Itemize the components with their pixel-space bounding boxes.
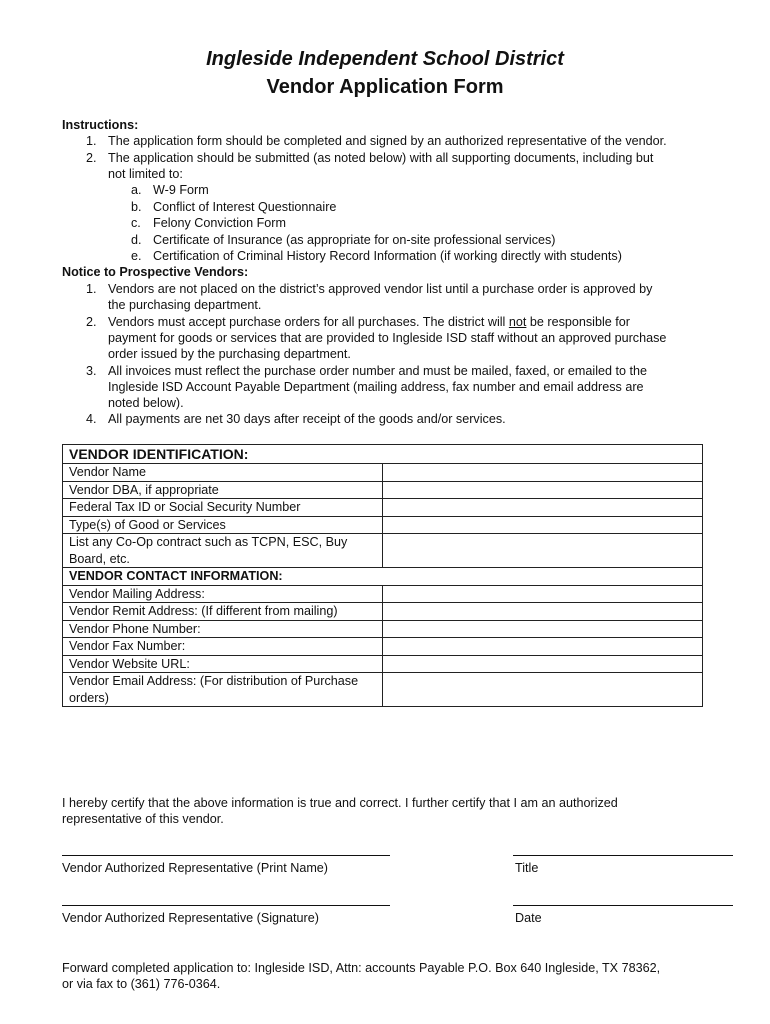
notice-text: the purchasing department. <box>108 298 262 312</box>
notice-text: payment for goods or services that are provided to Ingleside ISD staff without an approved purchase <box>108 331 667 345</box>
notice-num: 1. <box>86 282 97 296</box>
tax-id-field[interactable] <box>383 499 703 517</box>
district-title: Ingleside Independent School District <box>206 48 564 70</box>
notice-num: 3. <box>86 364 97 378</box>
instruction-num: 2. <box>86 151 97 165</box>
notice-text: Vendors are not placed on the district’s approved vendor list until a purchase order is approved by <box>108 282 653 296</box>
field-label: Vendor Name <box>63 464 383 482</box>
table-row <box>63 655 703 673</box>
footer-text: or via fax to (361) 776-0364. <box>62 977 221 991</box>
field-label: Vendor DBA, if appropriate <box>63 481 383 499</box>
remit-address-field[interactable] <box>383 603 703 621</box>
notice-num: 4. <box>86 412 97 426</box>
vendor-contact-heading: VENDOR CONTACT INFORMATION: <box>63 568 703 586</box>
table-section-header <box>63 568 703 586</box>
vendor-identification-heading: VENDOR IDENTIFICATION: <box>63 445 703 464</box>
title-label: Title <box>515 861 539 875</box>
subitem-text: Certification of Criminal History Record Information (if working directly with students) <box>153 249 622 263</box>
table-section-header <box>63 445 703 464</box>
subitem-letter: c. <box>131 216 141 230</box>
vendor-dba-field[interactable] <box>383 481 703 499</box>
certification-text: representative of this vendor. <box>62 812 224 826</box>
notice-num: 2. <box>86 315 97 329</box>
instruction-num: 1. <box>86 134 97 148</box>
signature-label: Vendor Authorized Representative (Signature) <box>62 911 319 925</box>
subitem-letter: a. <box>131 183 142 197</box>
certification-text: I hereby certify that the above information is true and correct. I further certify that I am an authorized <box>62 796 618 810</box>
form-title: Vendor Application Form <box>266 76 504 98</box>
mailing-address-field[interactable] <box>383 585 703 603</box>
subitem-letter: b. <box>131 200 142 214</box>
table-row <box>63 603 703 621</box>
instruction-text: The application should be submitted (as noted below) with all supporting documents, including but <box>108 151 654 165</box>
subitem-letter: d. <box>131 233 142 247</box>
website-field[interactable] <box>383 655 703 673</box>
field-label: Vendor Email Address: (For distribution of Purchase orders) <box>63 673 383 707</box>
vendor-info-table <box>62 444 703 707</box>
notice-text-part: Vendors must accept purchase orders for all purchases. The district will <box>108 315 509 329</box>
notice-text: order issued by the purchasing department. <box>108 347 351 361</box>
subitem-text: Felony Conviction Form <box>153 216 286 230</box>
goods-services-field[interactable] <box>383 516 703 534</box>
vendor-name-field[interactable] <box>383 464 703 482</box>
notice-heading: Notice to Prospective Vendors: <box>62 265 249 279</box>
instruction-text: The application form should be completed and signed by an authorized representative of the vendor. <box>108 134 667 148</box>
field-label: List any Co-Op contract such as TCPN, ESC, Buy Board, etc. <box>63 534 383 568</box>
table-row <box>63 516 703 534</box>
fax-field[interactable] <box>383 638 703 656</box>
coop-contract-field[interactable] <box>383 534 703 568</box>
field-label: Federal Tax ID or Social Security Number <box>63 499 383 517</box>
date-label: Date <box>515 911 542 925</box>
subitem-letter: e. <box>131 249 142 263</box>
notice-text: All payments are net 30 days after receipt of the goods and/or services. <box>108 412 506 426</box>
notice-text <box>108 314 630 330</box>
field-label: Vendor Fax Number: <box>63 638 383 656</box>
subitem-text: Certificate of Insurance (as appropriate for on-site professional services) <box>153 233 556 247</box>
table-row <box>63 464 703 482</box>
notice-text: All invoices must reflect the purchase order number and must be mailed, faxed, or emailed to the <box>108 364 648 378</box>
signature-line[interactable] <box>62 905 390 906</box>
notice-text: noted below). <box>108 396 184 410</box>
field-label: Vendor Phone Number: <box>63 620 383 638</box>
print-name-label: Vendor Authorized Representative (Print Name) <box>62 861 329 875</box>
notice-text-part: be responsible for <box>526 315 630 329</box>
instruction-text-cont: not limited to: <box>108 167 183 181</box>
field-label: Vendor Mailing Address: <box>63 585 383 603</box>
table-row <box>63 481 703 499</box>
instructions-heading: Instructions: <box>62 118 139 132</box>
footer-text: Forward completed application to: Ingleside ISD, Attn: accounts Payable P.O. Box 640 Ingleside, TX 78362, <box>62 961 661 975</box>
phone-field[interactable] <box>383 620 703 638</box>
subitem-text: W-9 Form <box>153 183 209 197</box>
field-label: Vendor Remit Address: (If different from mailing) <box>63 603 383 621</box>
table-row <box>63 534 703 568</box>
table-row <box>63 499 703 517</box>
title-line[interactable] <box>513 855 733 856</box>
notice-text: Ingleside ISD Account Payable Department (mailing address, fax number and email address are <box>108 380 644 394</box>
email-field[interactable] <box>383 673 703 707</box>
table-row <box>63 585 703 603</box>
notice-emphasis: not <box>508 315 527 329</box>
table-row <box>63 673 703 707</box>
subitem-text: Conflict of Interest Questionnaire <box>153 200 337 214</box>
date-line[interactable] <box>513 905 733 906</box>
table-row <box>63 638 703 656</box>
print-name-line[interactable] <box>62 855 390 856</box>
field-label: Vendor Website URL: <box>63 655 383 673</box>
table-row <box>63 620 703 638</box>
field-label: Type(s) of Good or Services <box>63 516 383 534</box>
